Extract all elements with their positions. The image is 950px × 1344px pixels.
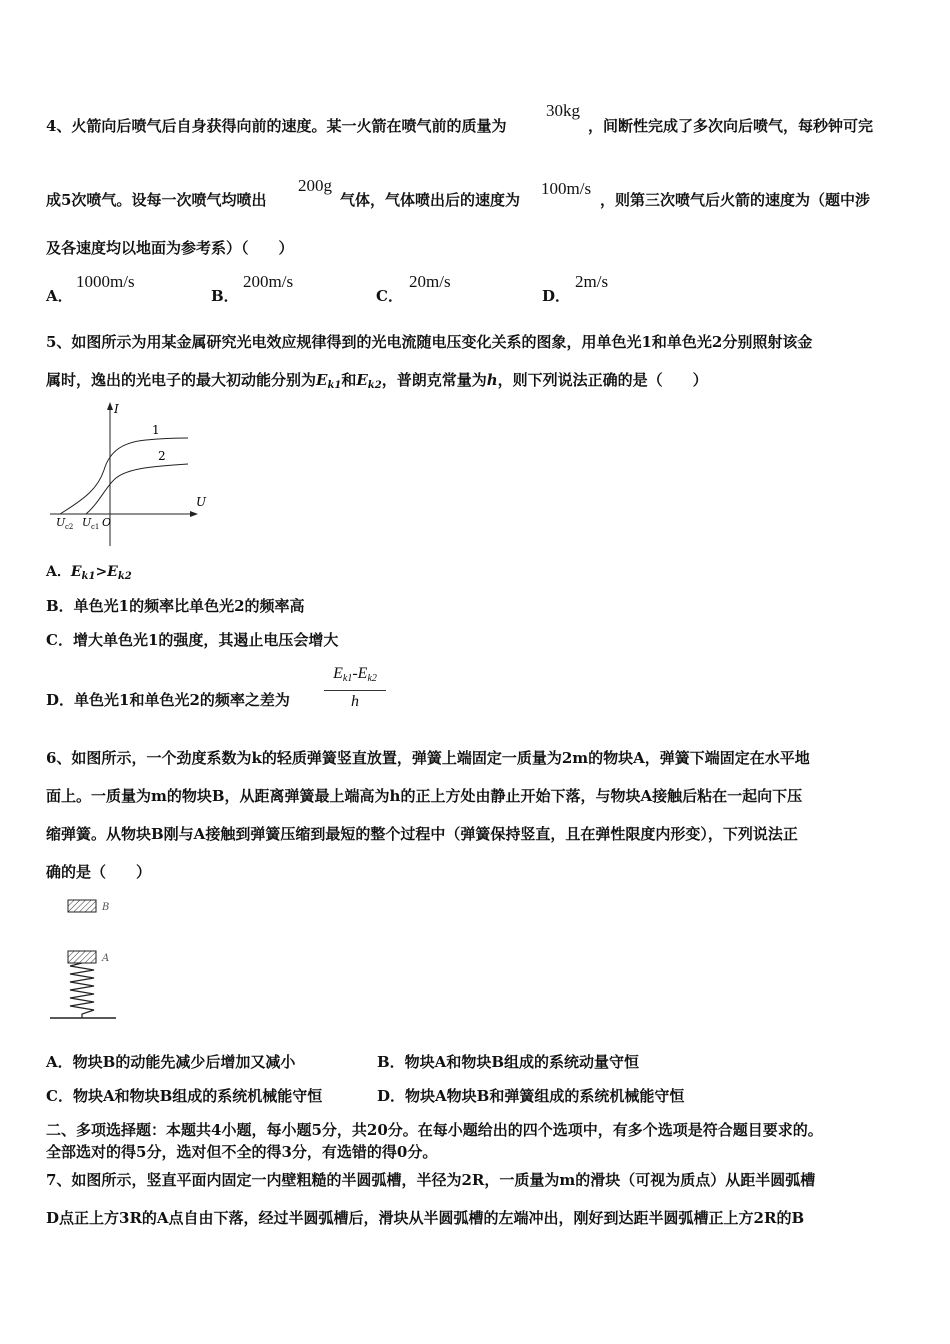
- q5-option-c-text: C．增大单色光1的强度，其遏止电压会增大: [46, 631, 339, 649]
- q6-option-d-text: D．物块A物块B和弹簧组成的系统机械能守恒: [377, 1087, 685, 1105]
- q6-line-1: [46, 748, 910, 768]
- q4-line-2b: [340, 190, 550, 210]
- q5-ek1-e: E: [316, 371, 328, 389]
- graph-curve-1-label: 1: [152, 423, 160, 437]
- q4-option-c-label: C．: [376, 287, 403, 305]
- q5-ek2-sub: k2: [367, 380, 382, 391]
- q6-option-d: [377, 1086, 907, 1106]
- q5-option-a-ek1: [71, 564, 96, 580]
- q5-ek1-sub: k1: [327, 380, 342, 391]
- q5-option-d-text: D．单色光1和单色光2的频率之差为: [46, 691, 290, 709]
- graph-uc1-sub: c1: [91, 523, 100, 531]
- q5-option-a: [46, 562, 910, 587]
- q6-text-4: 确的是（ ）: [46, 863, 152, 881]
- section2-line-2: [46, 1142, 910, 1162]
- q5-option-a-ek1-e: E: [70, 564, 82, 580]
- q5-ek2-e: E: [356, 371, 368, 389]
- q4-option-a-label: A．: [46, 287, 73, 305]
- graph-curve-2-label: 2: [158, 449, 166, 463]
- q5-ek2-symbol: [356, 371, 381, 389]
- q5-text-2c: ，则下列说法正确的是（ ）: [497, 371, 708, 389]
- q4-text-2b: 气体，气体喷出后的速度为: [340, 191, 521, 209]
- q7-line-2: [46, 1208, 910, 1228]
- frac-ek2-e: E: [357, 665, 368, 682]
- q4-option-a-value: 1000m/s: [76, 272, 135, 291]
- block-a: [68, 951, 96, 963]
- graph-origin-label: O: [102, 516, 112, 529]
- q4-option-b-value: 200m/s: [243, 272, 294, 291]
- q5-line-1: [46, 332, 910, 352]
- fraction-denominator: h: [351, 693, 359, 710]
- q5-option-a-gt: >: [95, 564, 108, 580]
- q5-text-1: 5、如图所示为用某金属研究光电效应规律得到的光电流随电压变化关系的图象，用单色光1和单色光2分别照射该金: [46, 333, 813, 351]
- q4-gas-speed: 100m/s: [541, 179, 592, 198]
- q7-line-1: [46, 1170, 910, 1190]
- q6-text-3: 缩弹簧。从物块B刚与A接触到弹簧压缩到最短的整个过程中（弹簧保持竖直，且在弹性限度内形变），下列说法正: [46, 825, 798, 843]
- graph-uc2-label: U: [56, 516, 66, 529]
- q5-option-d-fraction: [324, 664, 386, 713]
- q4-text-2a: 成5次喷气。设每一次喷气均喷出: [46, 191, 267, 209]
- fraction-numerator: [324, 664, 386, 691]
- q4-option-c-value: 20m/s: [409, 272, 451, 291]
- q4-option-d-value: 2m/s: [575, 272, 609, 291]
- q6-text-2: 面上。一质量为m的物块B，从距离弹簧最上端高为h的正上方处由静止开始下落，与物块A接触后粘在一起向下压: [46, 787, 803, 805]
- q5-option-b: [46, 596, 910, 616]
- q6-line-2: [46, 786, 910, 806]
- q5-and: 和: [341, 371, 357, 389]
- q4-line-2c: [600, 190, 912, 210]
- q4-option-b-label: B．: [211, 287, 239, 305]
- q5-line-2: [46, 370, 910, 396]
- graph-curve-1: [60, 438, 188, 514]
- q6-option-a-text: A．物块B的动能先减少后增加又减小: [46, 1053, 296, 1071]
- q5-ek1-symbol: [316, 371, 341, 389]
- q4-mass-value: 30kg: [546, 101, 580, 120]
- q4-line-1b: [588, 116, 912, 136]
- q4-text-1a: 4、火箭向后喷气后自身获得向前的速度。某一火箭在喷气前的质量为: [46, 117, 507, 135]
- graph-uc1-label: U: [82, 516, 92, 529]
- q4-line-3: [46, 238, 910, 258]
- section2-text-2: 全部选对的得5分，选对但不全的得3分，有选错的得0分。: [46, 1143, 438, 1161]
- graph-y-label: I: [114, 402, 119, 416]
- q5-text-2b: ，普朗克常量为: [381, 371, 487, 389]
- q5-planck-h: h: [486, 371, 498, 389]
- section2-line-1: [46, 1120, 910, 1140]
- q6-option-b: [377, 1052, 907, 1072]
- q5-text-2a: 属时，逸出的光电子的最大初动能分别为: [46, 371, 317, 389]
- block-a-label: A: [102, 953, 110, 964]
- q5-option-a-ek2: [107, 564, 132, 580]
- q7-text-2: D点正上方3R的A点自由下落，经过半圆弧槽后，滑块从半圆弧槽的左端冲出，刚好到达距半圆弧槽正上方2R的B: [46, 1209, 805, 1227]
- graph-x-label: U: [196, 495, 207, 509]
- photoelectric-graph: [46, 398, 216, 550]
- q4-text-3: 及各速度均以地面为参考系）（ ）: [46, 239, 294, 257]
- q5-option-a-ek1-sub: k1: [81, 571, 96, 582]
- graph-x-arrow: [190, 511, 198, 517]
- q6-text-1: 6、如图所示，一个劲度系数为k的轻质弹簧竖直放置，弹簧上端固定一质量为2m的物块A，弹簧下端固定在水平地: [46, 749, 810, 767]
- graph-curve-2: [86, 464, 188, 514]
- block-b-label: B: [102, 902, 110, 913]
- frac-ek1-e: E: [333, 665, 343, 682]
- q6-line-4: [46, 862, 910, 882]
- q5-option-d: [46, 690, 910, 710]
- spring: [70, 963, 94, 1018]
- q4-option-d-label: D．: [542, 287, 571, 305]
- q5-option-c: [46, 630, 910, 650]
- graph-uc2-sub: c2: [65, 523, 74, 531]
- spring-block-diagram: [46, 894, 126, 1026]
- q5-option-a-label: A．: [46, 564, 71, 580]
- frac-ek2-sub: k2: [367, 673, 377, 684]
- frac-ek1-sub: k1: [342, 673, 353, 684]
- q6-option-c-text: C．物块A和物块B组成的系统机械能守恒: [46, 1087, 323, 1105]
- q4-gas-mass: 200g: [298, 176, 332, 195]
- q4-text-2c: ，则第三次喷气后火箭的速度为（题中涉: [600, 191, 871, 209]
- q4-text-1b: ，间断性完成了多次向后喷气，每秒钟可完: [588, 117, 874, 135]
- q6-option-b-text: B．物块A和物块B组成的系统动量守恒: [377, 1053, 639, 1071]
- frac-minus: -: [352, 665, 358, 682]
- q5-option-a-ek2-sub: k2: [117, 571, 132, 582]
- block-b: [68, 900, 96, 912]
- q7-text-1: 7、如图所示，竖直平面内固定一内壁粗糙的半圆弧槽，半径为2R，一质量为m的滑块（可视为质点）从距半圆弧槽: [46, 1171, 816, 1189]
- graph-y-arrow: [107, 402, 113, 410]
- q5-option-b-text: B．单色光1的频率比单色光2的频率高: [46, 597, 305, 615]
- q6-line-3: [46, 824, 910, 844]
- q5-option-a-ek2-e: E: [107, 564, 118, 580]
- section2-text-1: 二、多项选择题：本题共4小题，每小题5分，共20分。在每小题给出的四个选项中，有多个选项是符合题目要求的。: [46, 1121, 823, 1139]
